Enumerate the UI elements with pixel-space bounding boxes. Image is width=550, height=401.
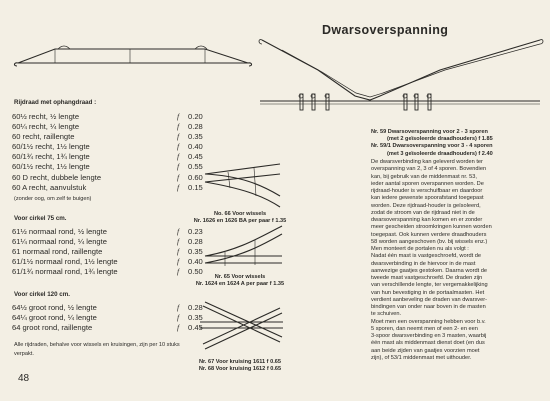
page-title: Dwarsoverspanning [322,23,449,37]
dwarsoverspanning-drawing [259,40,543,110]
page-number: 48 [18,373,30,384]
rails-heading: Rijdraad met ophangdraad : [14,99,97,106]
catenary-wire-drawing [14,46,251,66]
spanning-captions: Nr. 59 Dwarsoverspanning voor 2 - 3 sporen (met 2 geïsoleerde draadhouders) f 1.85 Nr. 59/1 Dwarsoverspanning voor 3 - 4 sporen (met 3 geïsoleerde draadhouders) f 2.40 [371,129,493,157]
footnote: Alle rijdraden, behalve voor wissels en kruisingen, zijn per 10 stuks verpakt. [14,342,180,357]
wissel-66-drawing [205,164,280,207]
fig2-caption: Nr. 65 Voor wissels Nr. 1624 en 1624 A per paar f 1.35 [195,274,285,288]
wissel-65-drawing [205,226,282,266]
circle75-heading: Voor cirkel 75 cm. [14,215,67,222]
description-text: De dwarsverbinding kan geleverd worden ter overspanning van 2, 3 of 4 sporen. Bovendien kan, bij gebruik van de middenmast nr. 53, ieder aantal sporen overspannen worden. De rijdraad-houder is verschuifbaar en daardoor kan iedere gewenste spoorafstand toegepast worden. Deze rijdraad-houder is geïsoleerd, zodat de stroom van de rijdraad niet in de dwarsoverspanning kan komen en er zonder meer gescheiden stroomkringen kunnen worden toegepast. Ook kunnen verdere draadhouders 58 worden aangeschoven (bv. bij wissels enz.) Men monteert de portalen nu als volgt : Nadat één mast is vastgeschroefd, wordt de dwarsverbinding in de hiervoor in de mast aanwezige gaatjes gestoken. Daarna wordt de tweede mast vastgeschroefd. De draden zijn van verschillende lengte, ter vergemakkelijking van hun bevestiging in de portaalmasten. Het verdient aanbeveling de draden van dwarsver- bindingen van onder naar boven in de masten te schuiven. Moet men een overspanning hebben voor b.v. 5 sporen, dan neemt men of een 2- en een 3-spoor dwarsverbinding en 3 masten, waarbij één mast als middenmast dienst doet (en dus aan beide zijden van gaatjes voorzien moet zijn), of 53/1 middenmast met uithouder. [371,159,492,361]
fig1-caption: No. 66 Voor wissels Nr. 1626 en 1626 BA per paar f 1.35 [193,211,287,225]
circle120-heading: Voor cirkel 120 cm. [14,291,70,298]
kruising-drawing [200,302,283,349]
rails-note: (zonder oog, om zelf te buigen) [14,196,92,202]
fig3-caption: Nr. 67 Voor kruising 1611 f 0.65 Nr. 68 Voor kruising 1612 f 0.65 [198,359,282,373]
